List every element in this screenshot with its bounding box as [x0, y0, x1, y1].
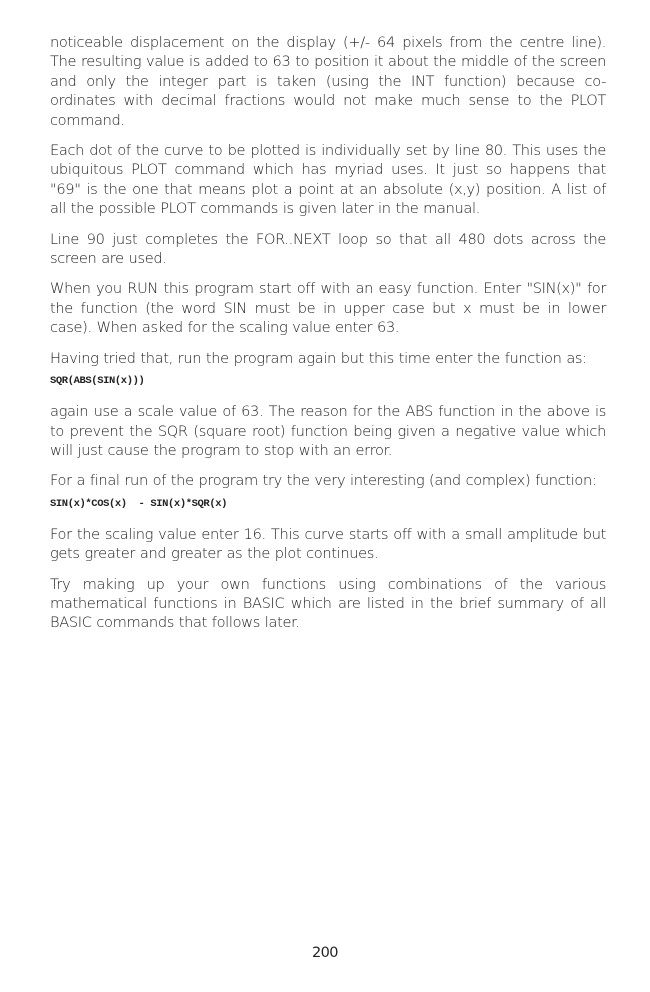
paragraph-plot-command: Each dot of the curve to be plotted is individually set by line 80. This uses the ubiquitous PLOT command which has myriad uses. It just so happens that "69" is the one that means plot a point at an absolute (x,y) position. A list of all the possible PLOT commands is given later in the manual. [50, 142, 606, 218]
page-body [50, 33, 606, 644]
paragraph-for-next-loop: Line 90 just completes the FOR..NEXT loop so that all 480 dots across the screen are used. [50, 230, 606, 268]
code-example-sqr-abs-sin: SQR(ABS(SIN(x))) [50, 375, 145, 388]
code-example-complex-function: SIN(x)*COS(x) - SIN(x)*SQR(x) [50, 497, 228, 510]
paragraph-plot-displacement: noticeable displacement on the display (+/- 64 pixels from the centre line). The resulting value is added to 63 to position it about the middle of the screen and only the integer part is taken (using the INT function) because co-ordinates with decimal fractions would not make much sense to the PLOT command. [50, 34, 606, 129]
paragraph-scaling-16: For the scaling value enter 16. This curve starts off with a small amplitude but gets greater and greater as the plot continues. [50, 525, 606, 563]
paragraph-abs-explanation: again use a scale value of 63. The reason for the ABS function in the above is to prevent the SQR (square root) function being given a negative value which will just cause the program to stop with an error. [50, 403, 606, 459]
page-number: 200 [312, 945, 338, 961]
paragraph-run-program: When you RUN this program start off with an easy function. Enter "SIN(x)" for the function (the word SIN must be in upper case but x must be in lower case). When asked for the scaling value enter 63. [50, 280, 606, 337]
paragraph-own-functions: Try making up your own functions using combinations of the various mathematical functions in BASIC which are listed in the brief summary of all BASIC commands that follows later. [50, 575, 606, 632]
paragraph-final-run: For a final run of the program try the very interesting (and complex) function: [50, 472, 597, 490]
paragraph-try-again: Having tried that, run the program again but this time enter the function as: [50, 349, 587, 367]
